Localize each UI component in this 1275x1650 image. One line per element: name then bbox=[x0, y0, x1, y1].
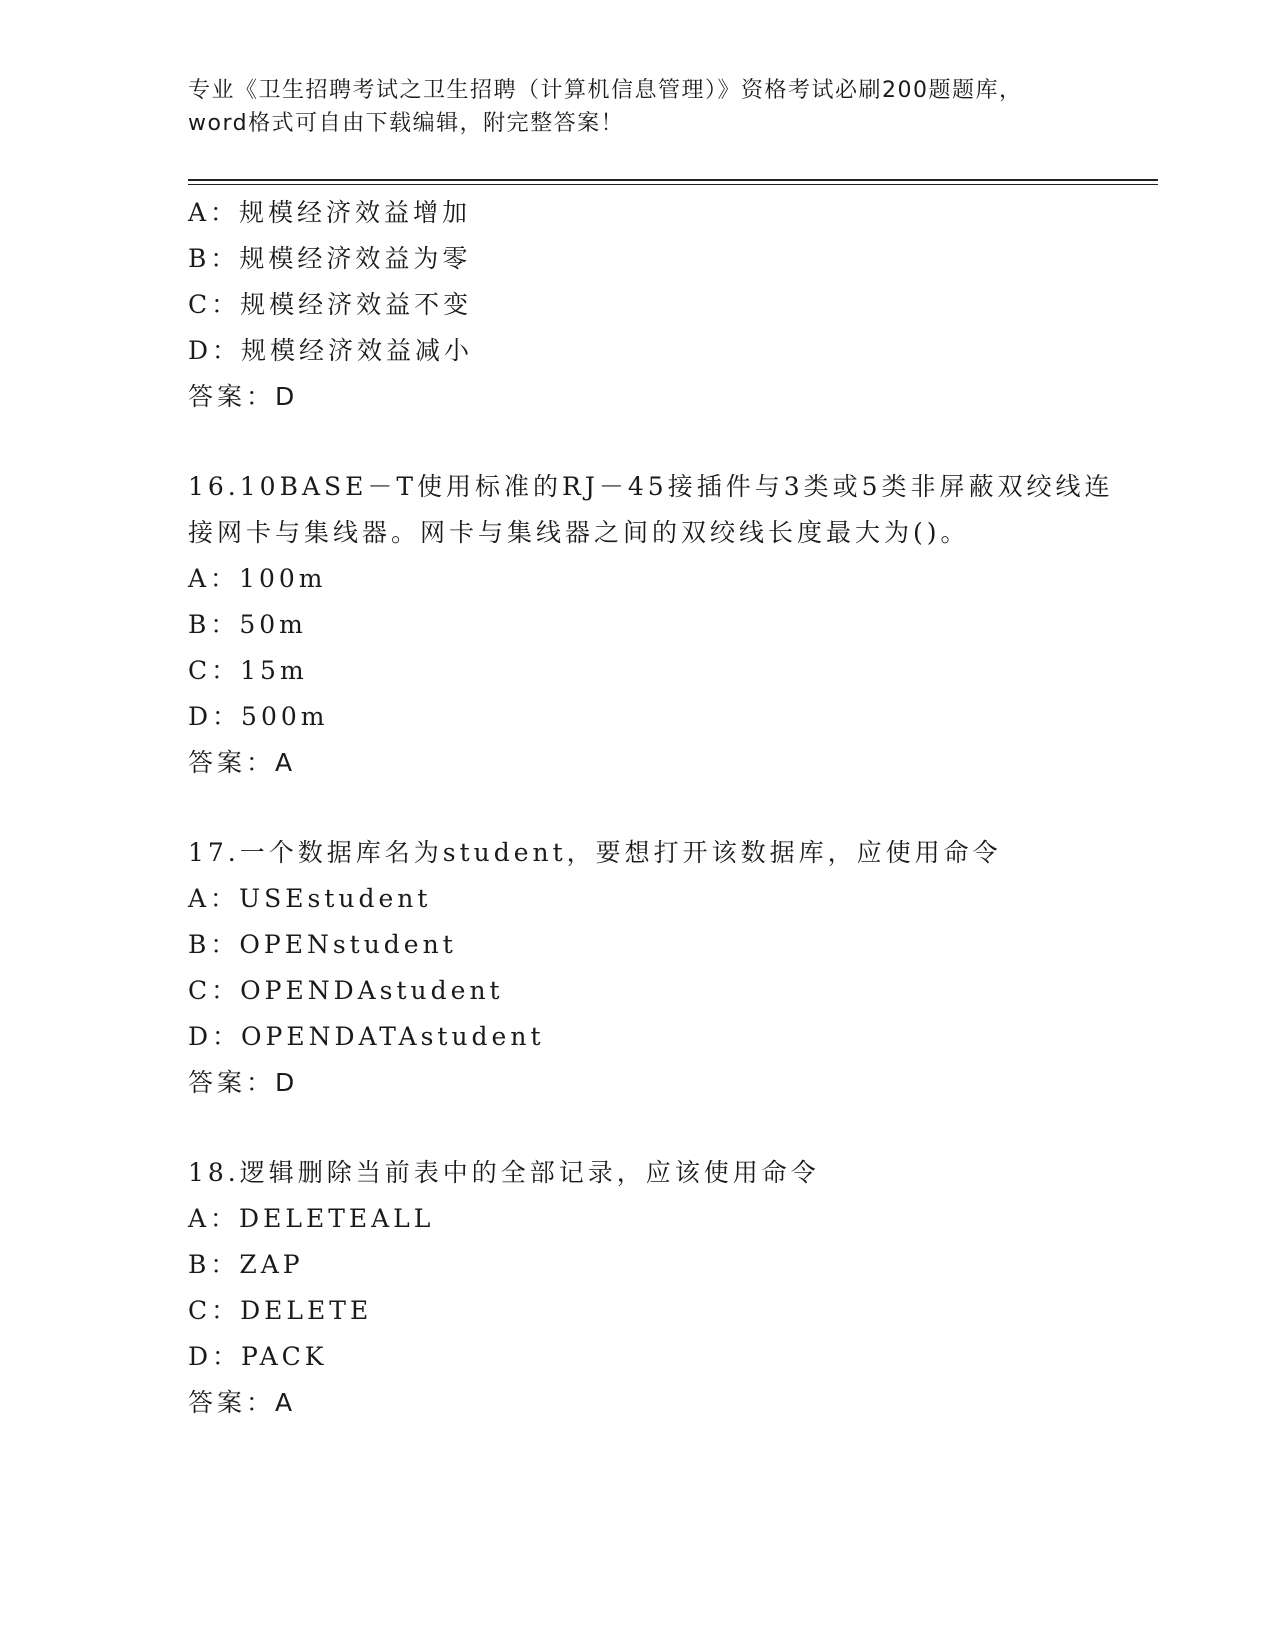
option-b: B：50m bbox=[188, 610, 307, 639]
document-header bbox=[188, 74, 1088, 140]
option-a: A：DELETEALL bbox=[188, 1204, 435, 1233]
option-b: B：ZAP bbox=[188, 1250, 304, 1279]
answer-label: 答案：A bbox=[188, 748, 297, 777]
option-a: A：规模经济效益增加 bbox=[188, 198, 472, 227]
answer-label: 答案：D bbox=[188, 382, 299, 411]
option-d: D：OPENDATAstudent bbox=[188, 1022, 545, 1051]
question-block bbox=[188, 1150, 1148, 1426]
answer-label: 答案：D bbox=[188, 1068, 299, 1097]
question-text-line-1: 18.逻辑删除当前表中的全部记录，应该使用命令 bbox=[188, 1158, 820, 1187]
spacer bbox=[188, 1106, 1148, 1150]
option-b: B：OPENstudent bbox=[188, 930, 457, 959]
option-b: B：规模经济效益为零 bbox=[188, 244, 472, 273]
header-title-line-2: word格式可自由下载编辑，附完整答案！ bbox=[188, 111, 625, 136]
option-d: D：PACK bbox=[188, 1342, 328, 1371]
question-block bbox=[188, 830, 1148, 1106]
answer-label: 答案：A bbox=[188, 1388, 297, 1417]
question-text-line-1: 17.一个数据库名为student，要想打开该数据库，应使用命令 bbox=[188, 838, 1002, 867]
option-a: A：100m bbox=[188, 564, 327, 593]
header-divider bbox=[188, 179, 1158, 185]
question-block bbox=[188, 190, 1148, 420]
header-title-line-1: 专业《卫生招聘考试之卫生招聘（计算机信息管理）》资格考试必刷200题题库， bbox=[188, 78, 1023, 103]
question-text-line-1: 16.10BASE－T使用标准的RJ－45接插件与3类或5类非屏蔽双绞线连 bbox=[188, 472, 1114, 501]
option-c: C：DELETE bbox=[188, 1296, 373, 1325]
spacer bbox=[188, 420, 1148, 464]
question-block bbox=[188, 464, 1148, 786]
question-text-line-2: 接网卡与集线器。网卡与集线器之间的双绞线长度最大为()。 bbox=[188, 518, 970, 547]
question-list bbox=[188, 190, 1148, 1426]
option-c: C：OPENDAstudent bbox=[188, 976, 504, 1005]
option-c: C：15m bbox=[188, 656, 308, 685]
option-d: D：规模经济效益减小 bbox=[188, 336, 474, 365]
option-d: D：500m bbox=[188, 702, 329, 731]
option-a: A：USEstudent bbox=[188, 884, 432, 913]
option-c: C：规模经济效益不变 bbox=[188, 290, 473, 319]
spacer bbox=[188, 786, 1148, 830]
